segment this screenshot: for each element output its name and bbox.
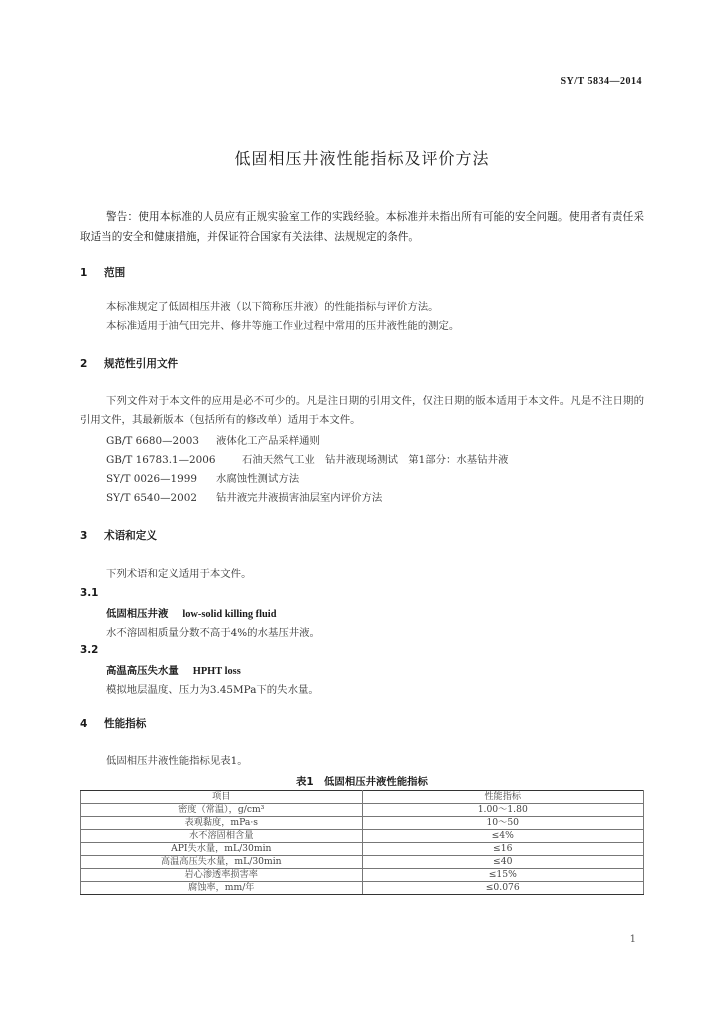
section-number: 1 (80, 267, 88, 279)
page-number: 1 (629, 934, 636, 945)
reference-code: GB/T 16783.1—2006 (106, 454, 216, 466)
section-number: 2 (80, 358, 88, 370)
reference-code: SY/T 6540—2002 (106, 492, 197, 504)
scope-paragraph-2: 本标准适用于油气田完井、修井等施工作业过程中常用的压井液性能的测定。 (106, 320, 460, 332)
reference-item (106, 451, 508, 466)
table-row (81, 817, 644, 830)
document-title: 低固相压井液性能指标及评价方法 (234, 149, 490, 168)
table-header-row (81, 791, 644, 804)
reference-title: 钻井液完井液损害油层室内评价方法 (216, 492, 383, 504)
reference-title: 水腐蚀性测试方法 (216, 473, 300, 485)
table-cell: 1.00～1.80 (362, 804, 644, 817)
term-number: 3.1 (80, 587, 99, 599)
table-cell: ≤15% (362, 869, 644, 882)
scope-paragraph-1: 本标准规定了低固相压井液（以下简称压井液）的性能指标与评价方法。 (106, 301, 439, 313)
reference-item (106, 489, 382, 504)
normative-references-paragraph: 下列文件对于本文件的应用是必不可少的。凡是注日期的引用文件，仅注日期的版本适用于本文件。凡是不注日期的引用文件，其最新版本（包括所有的修改单）适用于本文件。 (80, 395, 644, 426)
section-3-heading (80, 528, 157, 543)
reference-code: SY/T 0026—1999 (106, 473, 197, 485)
section-4-heading (80, 716, 146, 731)
table-cell: ≤40 (362, 856, 644, 869)
table-row (81, 843, 644, 856)
reference-item (106, 470, 299, 485)
reference-code: GB/T 6680—2003 (106, 435, 199, 447)
performance-intro: 低固相压井液性能指标见表1。 (106, 755, 248, 767)
table-cell: 岩心渗透率损害率 (81, 869, 363, 882)
section-title: 术语和定义 (104, 530, 157, 542)
section-title: 范围 (104, 267, 126, 279)
column-header: 性能指标 (362, 791, 644, 804)
section-1-heading (80, 265, 125, 280)
term-english: HPHT loss (192, 666, 241, 677)
section-2-heading (80, 356, 178, 371)
table-cell: 密度（常温），g/cm³ (81, 804, 363, 817)
column-header: 项目 (81, 791, 363, 804)
table-cell: 10～50 (362, 817, 644, 830)
section-title: 规范性引用文件 (104, 358, 179, 370)
table-row (81, 804, 644, 817)
table-cell: 表观黏度，mPa·s (81, 817, 363, 830)
table-row (81, 869, 644, 882)
table-cell: ≤16 (362, 843, 644, 856)
table-cell: API失水量，mL/30min (81, 843, 363, 856)
term-definition: 水不溶固相质量分数不高于4%的水基压井液。 (106, 627, 320, 639)
term-chinese: 高温高压失水量 (106, 665, 179, 677)
table-cell: 高温高压失水量，mL/30min (81, 856, 363, 869)
table-cell: 腐蚀率，mm/年 (81, 882, 363, 895)
standard-number: SY/T 5834—2014 (560, 76, 642, 87)
term-heading (106, 662, 241, 677)
term-heading (106, 605, 276, 620)
table-row (81, 830, 644, 843)
reference-item (106, 432, 320, 447)
reference-title: 石油天然气工业 钻井液现场测试 第1部分：水基钻井液 (242, 454, 509, 466)
terms-intro: 下列术语和定义适用于本文件。 (106, 568, 252, 580)
section-number: 3 (80, 530, 88, 542)
table-row (81, 882, 644, 895)
term-english: low-solid killing fluid (182, 609, 277, 620)
table-cell: ≤0.076 (362, 882, 644, 895)
term-definition: 模拟地层温度、压力为3.45MPa下的失水量。 (106, 684, 319, 696)
table-row (81, 856, 644, 869)
term-chinese: 低固相压井液 (106, 608, 169, 620)
table-cell: 水不溶固相含量 (81, 830, 363, 843)
section-title: 性能指标 (104, 718, 147, 730)
table-caption: 表1 低固相压井液性能指标 (296, 776, 428, 788)
term-number: 3.2 (80, 644, 99, 656)
section-number: 4 (80, 718, 88, 730)
table-cell: ≤4% (362, 830, 644, 843)
reference-title: 液体化工产品采样通则 (216, 435, 320, 447)
performance-table (80, 790, 644, 895)
warning-paragraph: 警告：使用本标准的人员应有正规实验室工作的实践经验。本标准并未指出所有可能的安全问题。使用者有责任采取适当的安全和健康措施，并保证符合国家有关法律、法规规定的条件。 (80, 211, 644, 243)
